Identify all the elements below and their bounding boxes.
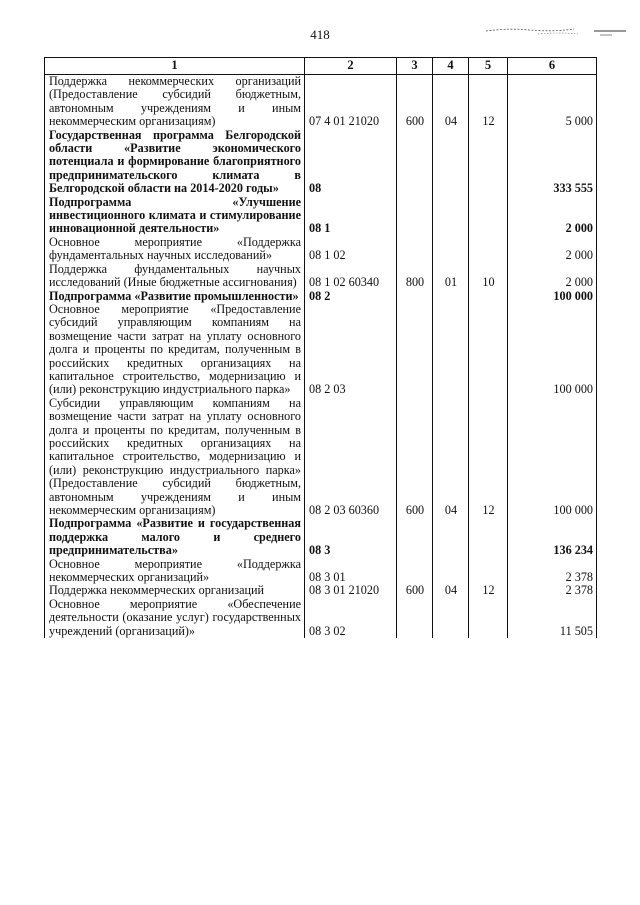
row-amount-cell: 5 000 xyxy=(508,75,597,129)
row-col3-cell xyxy=(397,598,433,638)
row-amount-cell: 333 555 xyxy=(508,129,597,196)
row-code-cell: 08 1 xyxy=(305,196,397,236)
row-code-cell: 08 3 01 21020 xyxy=(305,584,397,597)
row-amount-cell: 11 505 xyxy=(508,598,597,638)
row-code-cell: 08 3 xyxy=(305,517,397,557)
table-row xyxy=(45,290,597,303)
row-name-cell: Основное мероприятие «Предоставление субсидий управляющим компаниям на возмещение части затрат на уплату основного долга и проценты по кредитам, полученным в российских кредитных организациях на капитальное строительство, модернизацию и (или) реконструкцию индустриального парка» xyxy=(45,303,305,397)
row-col3-cell xyxy=(397,236,433,263)
table-row xyxy=(45,558,597,585)
table-row xyxy=(45,517,597,557)
row-name-cell: Основное мероприятие «Обеспечение деятельности (оказание услуг) государственных учреждений (организаций)» xyxy=(45,598,305,638)
row-name-cell: Поддержка некоммерческих организаций (Предоставление субсидий бюджетным, автономным учреждениям и иным некоммерческим организациям) xyxy=(45,75,305,129)
row-amount-cell: 136 234 xyxy=(508,517,597,557)
row-name-cell: Поддержка фундаментальных научных исследований (Иные бюджетные ассигнования) xyxy=(45,263,305,290)
row-col5-cell: 12 xyxy=(469,75,508,129)
table-row xyxy=(45,263,597,290)
table-row xyxy=(45,196,597,236)
row-amount-cell: 100 000 xyxy=(508,303,597,397)
row-code-cell: 08 3 02 xyxy=(305,598,397,638)
row-col4-cell xyxy=(433,290,469,303)
table-row xyxy=(45,584,597,597)
row-code-cell: 08 3 01 xyxy=(305,558,397,585)
row-col4-cell: 04 xyxy=(433,75,469,129)
column-header: 5 xyxy=(469,58,508,75)
row-col5-cell xyxy=(469,558,508,585)
column-header: 3 xyxy=(397,58,433,75)
row-amount-cell: 100 000 xyxy=(508,397,597,518)
row-amount-cell: 2 000 xyxy=(508,263,597,290)
row-code-cell: 08 1 02 60340 xyxy=(305,263,397,290)
row-name-cell: Поддержка некоммерческих организаций xyxy=(45,584,305,597)
row-col4-cell: 04 xyxy=(433,584,469,597)
row-amount-cell: 2 378 xyxy=(508,584,597,597)
row-col4-cell xyxy=(433,236,469,263)
table-body xyxy=(45,75,597,639)
row-code-cell: 08 1 02 xyxy=(305,236,397,263)
row-col4-cell xyxy=(433,129,469,196)
row-col4-cell: 04 xyxy=(433,397,469,518)
table-row xyxy=(45,303,597,397)
row-col3-cell: 800 xyxy=(397,263,433,290)
row-name-cell: Подпрограмма «Развитие промышленности» xyxy=(45,290,305,303)
scan-artifact-mark xyxy=(478,25,628,39)
row-col5-cell xyxy=(469,236,508,263)
table-row xyxy=(45,236,597,263)
row-col4-cell xyxy=(433,303,469,397)
row-amount-cell: 2 378 xyxy=(508,558,597,585)
row-col3-cell: 600 xyxy=(397,397,433,518)
row-amount-cell: 100 000 xyxy=(508,290,597,303)
row-col5-cell xyxy=(469,196,508,236)
table-row xyxy=(45,598,597,638)
row-col5-cell: 10 xyxy=(469,263,508,290)
row-col5-cell xyxy=(469,598,508,638)
row-col5-cell xyxy=(469,129,508,196)
row-col3-cell xyxy=(397,129,433,196)
row-amount-cell: 2 000 xyxy=(508,236,597,263)
row-col4-cell xyxy=(433,558,469,585)
row-amount-cell: 2 000 xyxy=(508,196,597,236)
table-row xyxy=(45,129,597,196)
row-name-cell: Основное мероприятие «Поддержка фундаментальных научных исследований» xyxy=(45,236,305,263)
row-col4-cell xyxy=(433,517,469,557)
table-header-row xyxy=(45,58,597,75)
row-col5-cell xyxy=(469,517,508,557)
table-row xyxy=(45,75,597,129)
row-col3-cell xyxy=(397,290,433,303)
row-col3-cell xyxy=(397,517,433,557)
row-col3-cell: 600 xyxy=(397,584,433,597)
row-col4-cell xyxy=(433,196,469,236)
row-col4-cell xyxy=(433,598,469,638)
row-code-cell: 08 2 03 60360 xyxy=(305,397,397,518)
row-col3-cell xyxy=(397,558,433,585)
row-code-cell: 08 2 03 xyxy=(305,303,397,397)
column-header: 1 xyxy=(45,58,305,75)
row-code-cell: 08 2 xyxy=(305,290,397,303)
row-col5-cell: 12 xyxy=(469,584,508,597)
table-row xyxy=(45,397,597,518)
row-code-cell: 07 4 01 21020 xyxy=(305,75,397,129)
row-col5-cell xyxy=(469,290,508,303)
row-col5-cell: 12 xyxy=(469,397,508,518)
row-name-cell: Основное мероприятие «Поддержка некоммерческих организаций» xyxy=(45,558,305,585)
row-col5-cell xyxy=(469,303,508,397)
page-number: 418 xyxy=(310,27,330,42)
row-code-cell: 08 xyxy=(305,129,397,196)
column-header: 2 xyxy=(305,58,397,75)
row-col3-cell xyxy=(397,303,433,397)
column-header: 6 xyxy=(508,58,597,75)
row-name-cell: Субсидии управляющим компаниям на возмещение части затрат на уплату основного долга и проценты по кредитам, полученным в российских кредитных организациях на капитальное строительство, модернизацию и (или) реконструкцию индустриального парка» (Предоставление субсидий бюджетным, автономным учреждениям и иным некоммерческим организациям) xyxy=(45,397,305,518)
budget-table xyxy=(44,57,597,638)
row-name-cell: Подпрограмма «Улучшение инвестиционного климата и стимулирование инновационной деятельности» xyxy=(45,196,305,236)
row-name-cell: Государственная программа Белгородской области «Развитие экономического потенциала и формирование благоприятного предпринимательского климата в Белгородской области на 2014-2020 годы» xyxy=(45,129,305,196)
row-name-cell: Подпрограмма «Развитие и государственная поддержка малого и среднего предпринимательства» xyxy=(45,517,305,557)
row-col4-cell: 01 xyxy=(433,263,469,290)
row-col3-cell xyxy=(397,196,433,236)
row-col3-cell: 600 xyxy=(397,75,433,129)
column-header: 4 xyxy=(433,58,469,75)
